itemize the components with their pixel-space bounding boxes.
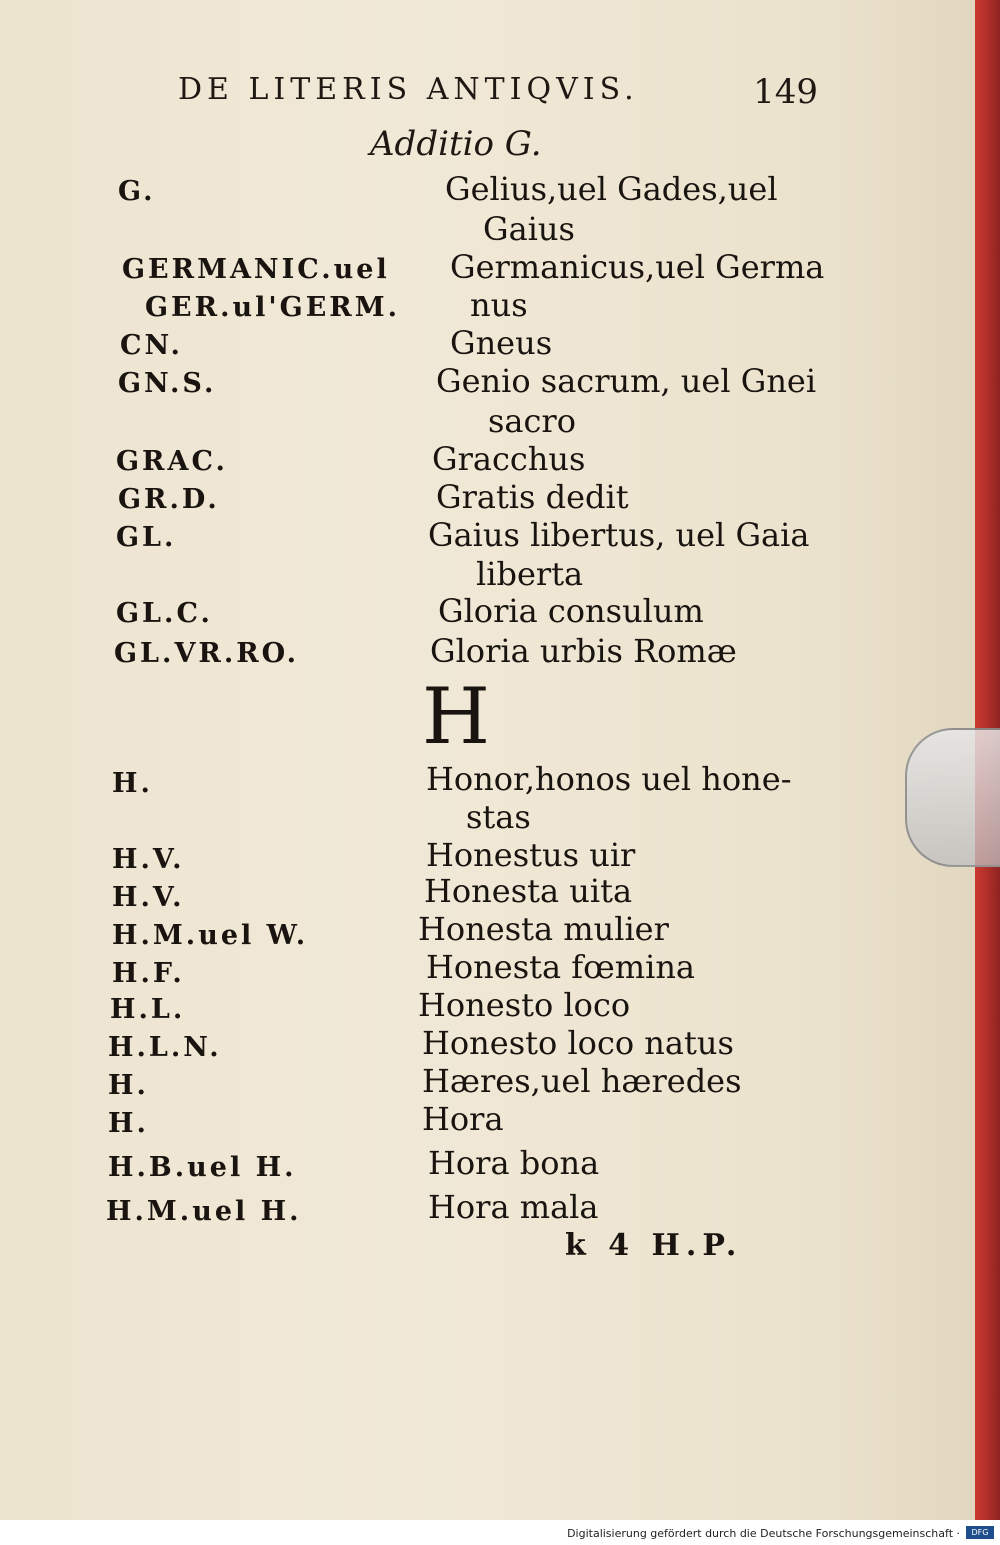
- abbr-g-8: GR.D.: [118, 484, 220, 515]
- abbr-h-9: H.: [108, 1108, 149, 1139]
- abbr-g-12: GL.VR.RO.: [114, 638, 300, 669]
- abbr-h-8: H.: [108, 1070, 149, 1101]
- abbr-g-3: GER.ul'GERM.: [145, 292, 400, 323]
- exp-g-6: sacro: [488, 402, 576, 440]
- exp-h-2: Honestus uir: [426, 836, 636, 874]
- footer-bar: [0, 1520, 1000, 1545]
- dfg-logo-icon: DFG: [966, 1526, 994, 1539]
- abbr-g-5: GN.S.: [118, 368, 217, 399]
- exp-h-9: Hora: [422, 1100, 504, 1138]
- abbr-g-0: G.: [118, 176, 156, 207]
- exp-g-7: Gracchus: [432, 440, 586, 478]
- exp-h-11: Hora mala: [428, 1188, 599, 1226]
- running-title: DE LITERIS ANTIQVIS.: [178, 72, 639, 107]
- abbr-g-9: GL.: [116, 522, 177, 553]
- abbr-h-7: H.L.N.: [108, 1032, 222, 1063]
- abbr-h-5: H.F.: [112, 958, 185, 989]
- abbr-g-11: GL.C.: [116, 598, 213, 629]
- exp-h-8: Hæres,uel hæredes: [422, 1062, 742, 1100]
- abbr-h-3: H.V.: [112, 882, 185, 913]
- clip-holder: [905, 728, 1000, 867]
- exp-g-11: Gloria consulum: [438, 592, 704, 630]
- abbr-h-11: H.M.uel H.: [106, 1196, 302, 1227]
- exp-g-3: nus: [470, 286, 528, 324]
- abbr-g-7: GRAC.: [116, 446, 228, 477]
- exp-h-6: Honesto loco: [418, 986, 631, 1024]
- exp-g-1: Gaius: [483, 210, 575, 248]
- abbr-g-4: CN.: [120, 330, 183, 361]
- abbr-g-2: GERMANIC.uel: [122, 254, 390, 285]
- exp-g-8: Gratis dedit: [436, 478, 629, 516]
- exp-g-2: Germanicus,uel Germa: [450, 248, 825, 286]
- abbr-h-6: H.L.: [110, 994, 186, 1025]
- exp-g-4: Gneus: [450, 324, 553, 362]
- exp-h-4: Honesta mulier: [418, 910, 669, 948]
- abbr-h-10: H.B.uel H.: [108, 1152, 297, 1183]
- exp-h-1: stas: [466, 798, 531, 836]
- exp-g-10: liberta: [476, 555, 584, 593]
- exp-g-9: Gaius libertus, uel Gaia: [428, 516, 810, 554]
- exp-g-12: Gloria urbis Romæ: [430, 632, 737, 670]
- page-number: 149: [753, 72, 818, 112]
- exp-g-0: Gelius,uel Gades,uel: [445, 170, 778, 208]
- exp-h-3: Honesta uita: [424, 872, 633, 910]
- section-letter: H: [422, 672, 491, 762]
- footer-credit: Digitalisierung gefördert durch die Deutsche Forschungsgemeinschaft ·: [567, 1527, 960, 1540]
- abbr-h-2: H.V.: [112, 844, 185, 875]
- abbr-h-4: H.M.uel W.: [112, 920, 309, 951]
- exp-h-5: Honesta fœmina: [426, 948, 695, 986]
- exp-g-5: Genio sacrum, uel Gnei: [436, 362, 817, 400]
- running-header: [178, 72, 828, 122]
- exp-h-0: Honor,honos uel hone-: [426, 760, 792, 798]
- exp-h-10: Hora bona: [428, 1144, 600, 1182]
- abbr-h-0: H.: [112, 768, 153, 799]
- catchword: k 4 H.P.: [565, 1228, 743, 1263]
- section-subtitle: Additio G.: [370, 124, 542, 164]
- exp-h-7: Honesto loco natus: [422, 1024, 734, 1062]
